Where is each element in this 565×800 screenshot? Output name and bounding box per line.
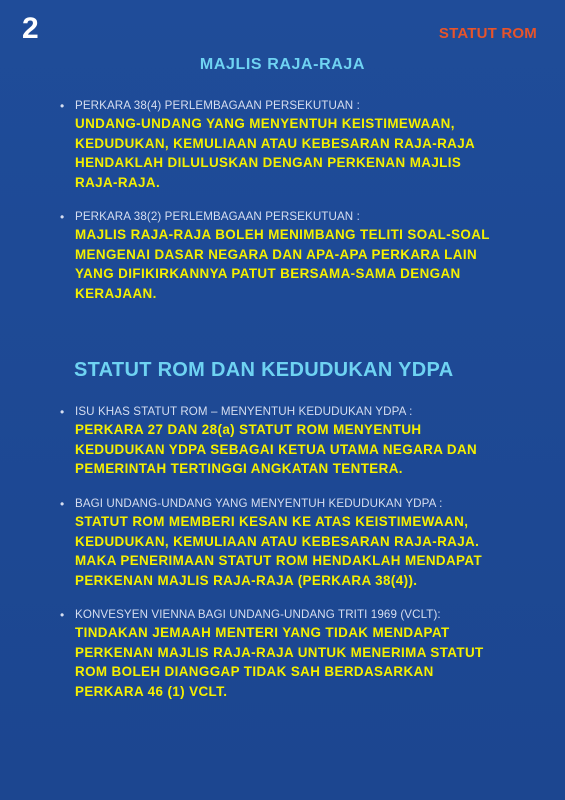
item-body: MAJLIS RAJA-RAJA BOLEH MENIMBANG TELITI SOAL-SOAL MENGENAI DASAR NEGARA DAN APA-APA PERKARA LAIN YANG DIFIKIRKANNYA PATUT BERSAMA-SAMA DENGAN KERAJAAN. xyxy=(75,227,490,301)
item-label: ISU KHAS STATUT ROM – MENYENTUH KEDUDUKAN YDPA : xyxy=(75,405,413,418)
list-item xyxy=(60,607,540,701)
list-item xyxy=(60,98,540,192)
item-label: BAGI UNDANG-UNDANG YANG MENYENTUH KEDUDUKAN YDPA : xyxy=(75,497,443,510)
header-tag: STATUT ROM xyxy=(438,25,537,42)
list-item xyxy=(60,404,540,479)
item-body: STATUT ROM MEMBERI KESAN KE ATAS KEISTIMEWAAN, KEDUDUKAN, KEMULIAAN ATAU KEBESARAN RAJA-RAJA. MAKA PENERIMAAN STATUT ROM HENDAKLAH MENDAPAT PERKENAN MAJLIS RAJA-RAJA (PERKARA 38(4)). xyxy=(75,514,483,588)
list-item xyxy=(60,496,540,590)
item-body: TINDAKAN JEMAAH MENTERI YANG TIDAK MENDAPAT PERKENAN MAJLIS RAJA-RAJA UNTUK MENERIMA STATUT ROM BOLEH DIANGGAP TIDAK SAH BERDASARKAN PERKARA 46 (1) VCLT. xyxy=(75,625,484,699)
item-label: KONVESYEN VIENNA BAGI UNDANG-UNDANG TRITI 1969 (VCLT): xyxy=(75,608,441,621)
bullet-icon: • xyxy=(60,210,65,224)
item-body: PERKARA 27 DAN 28(a) STATUT ROM MENYENTUH KEDUDUKAN YDPA SEBAGAI KETUA UTAMA NEGARA DAN PEMERINTAH TERTINGGI ANGKATAN TENTERA. xyxy=(75,422,478,476)
item-body: UNDANG-UNDANG YANG MENYENTUH KEISTIMEWAAN, KEDUDUKAN, KEMULIAAN ATAU KEBESARAN RAJA-RAJA HENDAKLAH DILULUSKAN DENGAN PERKENAN MAJLIS RAJA-RAJA. xyxy=(75,116,476,190)
section-title-majlis: MAJLIS RAJA-RAJA xyxy=(199,56,366,73)
bullet-icon: • xyxy=(60,497,65,511)
bullet-icon: • xyxy=(60,99,65,113)
item-label: PERKARA 38(4) PERLEMBAGAAN PERSEKUTUAN : xyxy=(75,99,360,112)
item-label: PERKARA 38(2) PERLEMBAGAAN PERSEKUTUAN : xyxy=(75,210,360,223)
list-item xyxy=(60,209,540,303)
bullet-icon: • xyxy=(60,405,65,419)
section-title-statut-rom: STATUT ROM DAN KEDUDUKAN YDPA xyxy=(74,359,454,381)
page-number: 2 xyxy=(22,12,39,45)
bullet-icon: • xyxy=(60,608,65,622)
